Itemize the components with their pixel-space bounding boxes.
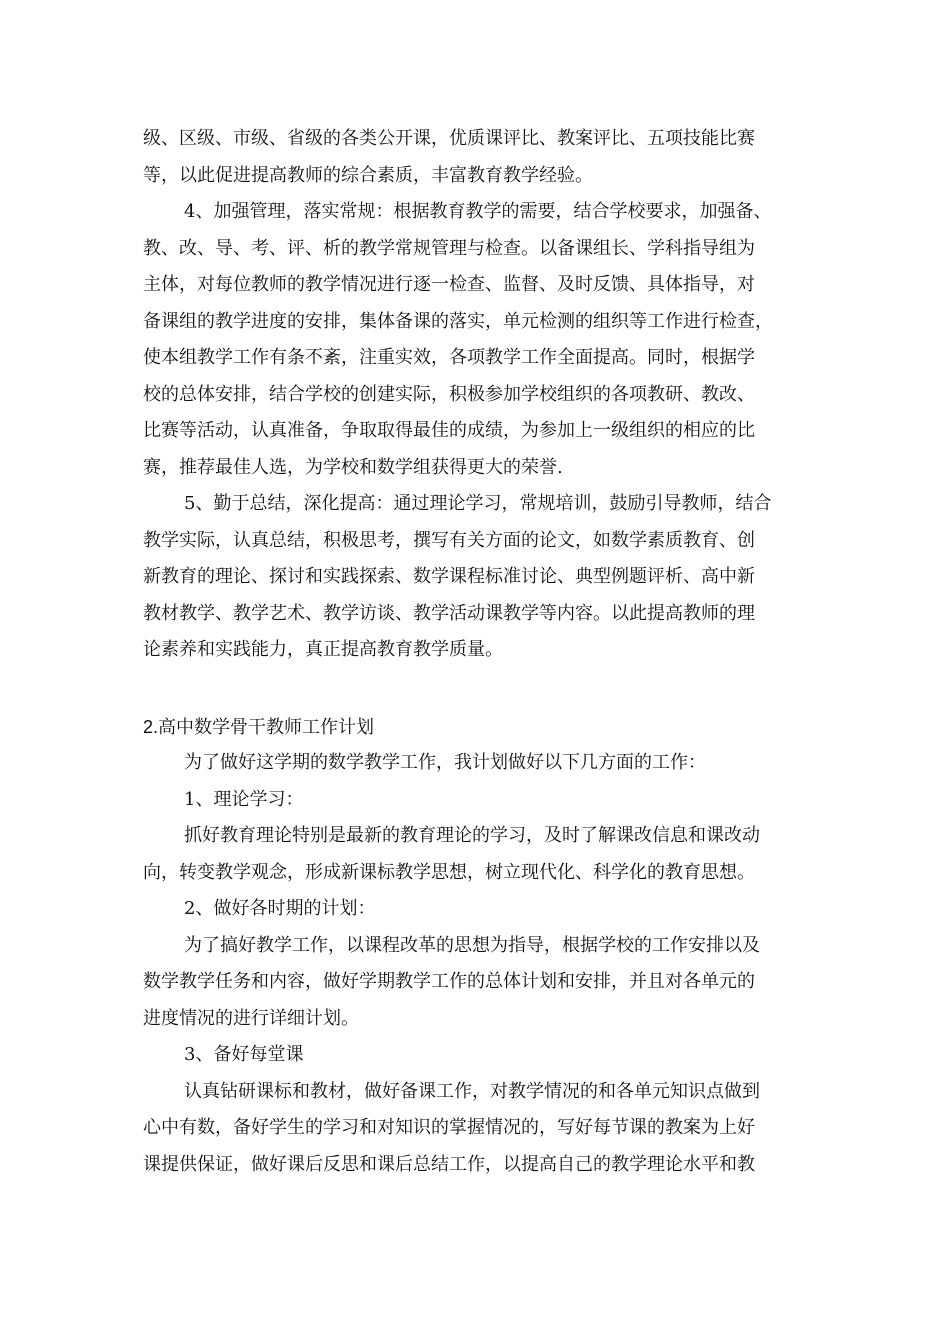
text-line: 为了搞好教学工作，以课程改革的思想为指导，根据学校的工作安排以及 (184, 934, 760, 956)
text-line: 论素养和实践能力，真正提高教育教学质量。 (143, 639, 503, 660)
paragraph-plans (143, 928, 808, 1038)
subheading-plans: 2、做好各时期的计划： (184, 898, 376, 919)
text-line: 5、勤于总结，深化提高：通过理论学习，常规培训，鼓励引导教师，结合 (184, 493, 772, 514)
text-line: 级、区级、市级、省级的各类公开课，优质课评比、教案评比、五项技能比赛 (143, 128, 755, 149)
text-line: 新教育的理论、探讨和实践探索、数学课程标准讨论、典型例题评析、高中新 (143, 566, 755, 587)
text-line: 心中有数，备好学生的学习和对知识的掌握情况的，写好每节课的教案为上好 (143, 1117, 755, 1138)
paragraph-continuation (143, 121, 808, 194)
paragraph-theory-study (143, 818, 808, 891)
text-line: 抓好教育理论特别是最新的教育理论的学习，及时了解课改信息和课改动 (184, 825, 760, 846)
text-line: 教学实际，认真总结，积极思考，撰写有关方面的论文，如数学素质教育、创 (143, 529, 755, 551)
text-line: 校的总体安排，结合学校的创建实际，积极参加学校组织的各项教研、教改、 (143, 383, 755, 405)
text-line: 向，转变教学观念，形成新课标教学思想，树立现代化、科学化的教育思想。 (143, 861, 755, 883)
text-line: 4、加强管理，落实常规：根据教育教学的需要，结合学校要求，加强备、 (184, 201, 772, 222)
intro-paragraph: 为了做好这学期的数学教学工作，我计划做好以下几方面的工作： (184, 752, 706, 773)
text-line: 备课组的教学进度的安排，集体备课的落实，单元检测的组织等工作进行检查， (143, 310, 773, 332)
subheading-lesson-prep: 3、备好每堂课 (184, 1044, 304, 1065)
text-line: 等，以此促进提高教师的综合素质，丰富教育教学经验。 (143, 164, 593, 186)
text-line: 教材教学、教学艺术、教学访谈、教学活动课教学等内容。以此提高教师的理 (143, 602, 755, 624)
text-line: 认真钻研课标和教材，做好备课工作，对教学情况的和各单元知识点做到 (184, 1080, 760, 1102)
paragraph-item-5 (143, 486, 808, 669)
text-line: 数学教学任务和内容，做好学期教学工作的总体计划和安排，并且对各单元的 (143, 971, 755, 992)
text-line: 使本组教学工作有条不紊，注重实效，各项教学工作全面提高。同时，根据学 (143, 347, 755, 368)
text-line: 进度情况的进行详细计划。 (143, 1007, 359, 1029)
text-line: 教、改、导、考、评、析的教学常规管理与检查。以备课组长、学科指导组为 (143, 237, 755, 259)
section-gap (143, 669, 808, 709)
section-heading: 2.高中数学骨干教师工作计划 (143, 716, 375, 737)
text-line: 赛，推荐最佳人选，为学校和数学组获得更大的荣誉. (143, 456, 563, 478)
text-line: 比赛等活动，认真准备，争取取得最佳的成绩，为参加上一级组织的相应的比 (143, 420, 755, 441)
paragraph-item-4 (143, 194, 808, 486)
text-line: 课提供保证，做好课后反思和课后总结工作，以提高自己的教学理论水平和教 (143, 1153, 755, 1175)
text-line: 主体，对每位教师的教学情况进行逐一检查、监督、及时反馈、具体指导，对 (143, 274, 755, 295)
document-page (143, 121, 808, 1183)
subheading-theory-study: 1、理论学习： (184, 788, 304, 810)
paragraph-lesson-prep (143, 1074, 808, 1184)
